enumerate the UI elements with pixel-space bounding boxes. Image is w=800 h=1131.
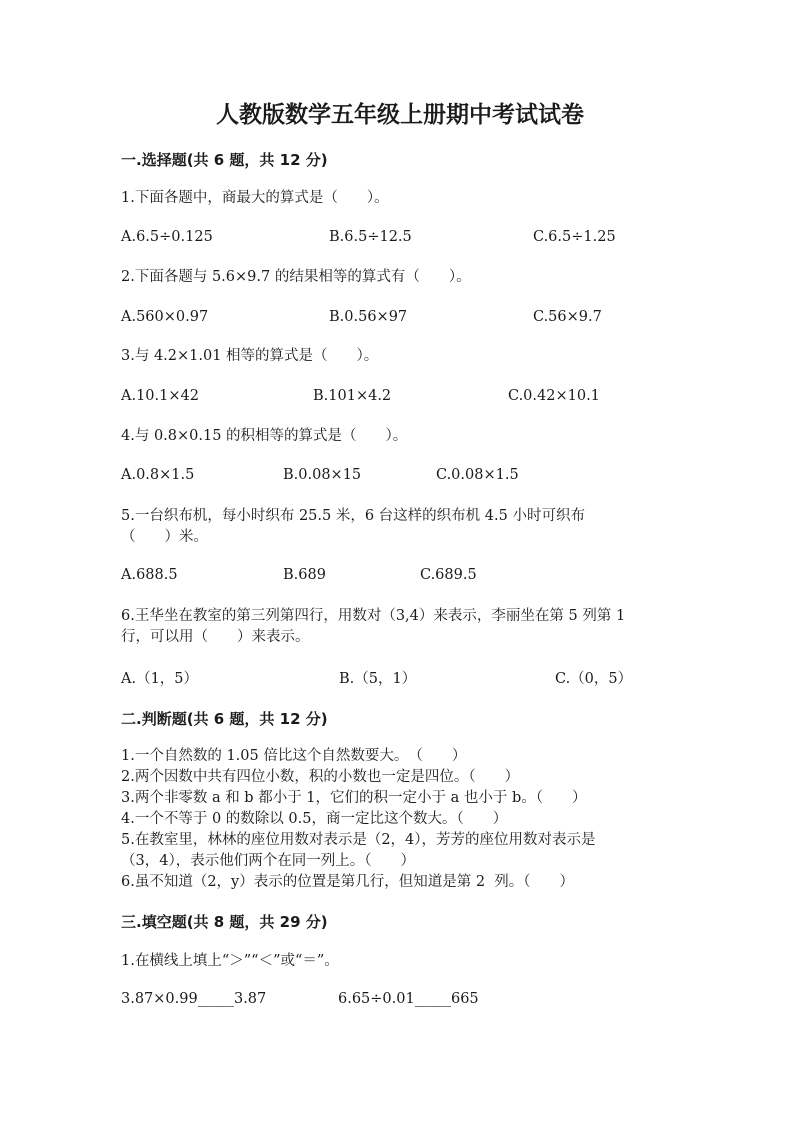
option-c: C.689.5: [420, 567, 477, 583]
option-c: C.56×9.7: [533, 309, 602, 325]
option-a: A.560×0.97: [121, 309, 209, 325]
comparison-item: 3.87×0.99_____3.87: [121, 991, 267, 1007]
comparison-item: 6.65÷0.01_____665: [338, 991, 479, 1007]
section-heading-choice: 一.选择题(共 6 题，共 12 分): [121, 151, 328, 169]
question-text: 1.在横线上填上“＞”“＜”或“＝”。: [121, 953, 339, 969]
judgement-item: 5.在教室里，林林的座位用数对表示是（2，4），芳芳的座位用数对表示是: [121, 832, 596, 848]
option-b: B.6.5÷12.5: [329, 229, 412, 245]
option-a: A.688.5: [121, 567, 178, 583]
option-b: B.689: [283, 567, 326, 583]
question-text-line2: 行，可以用（ ）来表示。: [121, 629, 310, 645]
page-title: 人教版数学五年级上册期中考试试卷: [216, 102, 584, 128]
judgement-item: 4.一个不等于 0 的数除以 0.5，商一定比这个数大。（ ）: [121, 811, 508, 827]
section-heading-true-false: 二.判断题(共 6 题，共 12 分): [121, 710, 328, 728]
section-heading-fill-blank: 三.填空题(共 8 题，共 29 分): [121, 913, 328, 931]
option-a: A.6.5÷0.125: [121, 229, 213, 245]
option-c: C.0.42×10.1: [508, 388, 600, 404]
question-text-line2: （ ）米。: [121, 529, 208, 545]
judgement-item: 2.两个因数中共有四位小数，积的小数也一定是四位。（ ）: [121, 769, 520, 785]
option-b: B.0.08×15: [283, 467, 362, 483]
option-a: A.10.1×42: [121, 388, 199, 404]
judgement-item: 6.虽不知道（2，y）表示的位置是第几行，但知道是第 2 列。（ ）: [121, 874, 575, 890]
option-b: B.0.56×97: [329, 309, 408, 325]
judgement-item: 1.一个自然数的 1.05 倍比这个自然数要大。 （ ）: [121, 748, 467, 764]
option-a: A.（1，5）: [121, 671, 199, 687]
judgement-item: 3.两个非零数 a 和 b 都小于 1，它们的积一定小于 a 也小于 b。（ ）: [121, 790, 587, 806]
option-c: C.（0，5）: [555, 671, 633, 687]
question-text: 2.下面各题与 5.6×9.7 的结果相等的算式有（ ）。: [121, 269, 471, 285]
question-text: 3.与 4.2×1.01 相等的算式是（ ）。: [121, 348, 379, 364]
option-c: C.6.5÷1.25: [533, 229, 616, 245]
question-text: 4.与 0.8×0.15 的积相等的算式是（ ）。: [121, 428, 408, 444]
question-text-line1: 5.一台织布机，每小时织布 25.5 米，6 台这样的织布机 4.5 小时可织布: [121, 508, 585, 524]
option-c: C.0.08×1.5: [436, 467, 519, 483]
question-text-line1: 6.王华坐在教室的第三列第四行，用数对（3,4）来表示，李丽坐在第 5 列第 1: [121, 608, 626, 624]
option-b: B.（5，1）: [339, 671, 417, 687]
option-b: B.101×4.2: [313, 388, 392, 404]
option-a: A.0.8×1.5: [121, 467, 195, 483]
question-text: 1.下面各题中，商最大的算式是（ ）。: [121, 190, 389, 206]
judgement-item: （3，4），表示他们两个在同一列上。（ ）: [121, 853, 415, 869]
